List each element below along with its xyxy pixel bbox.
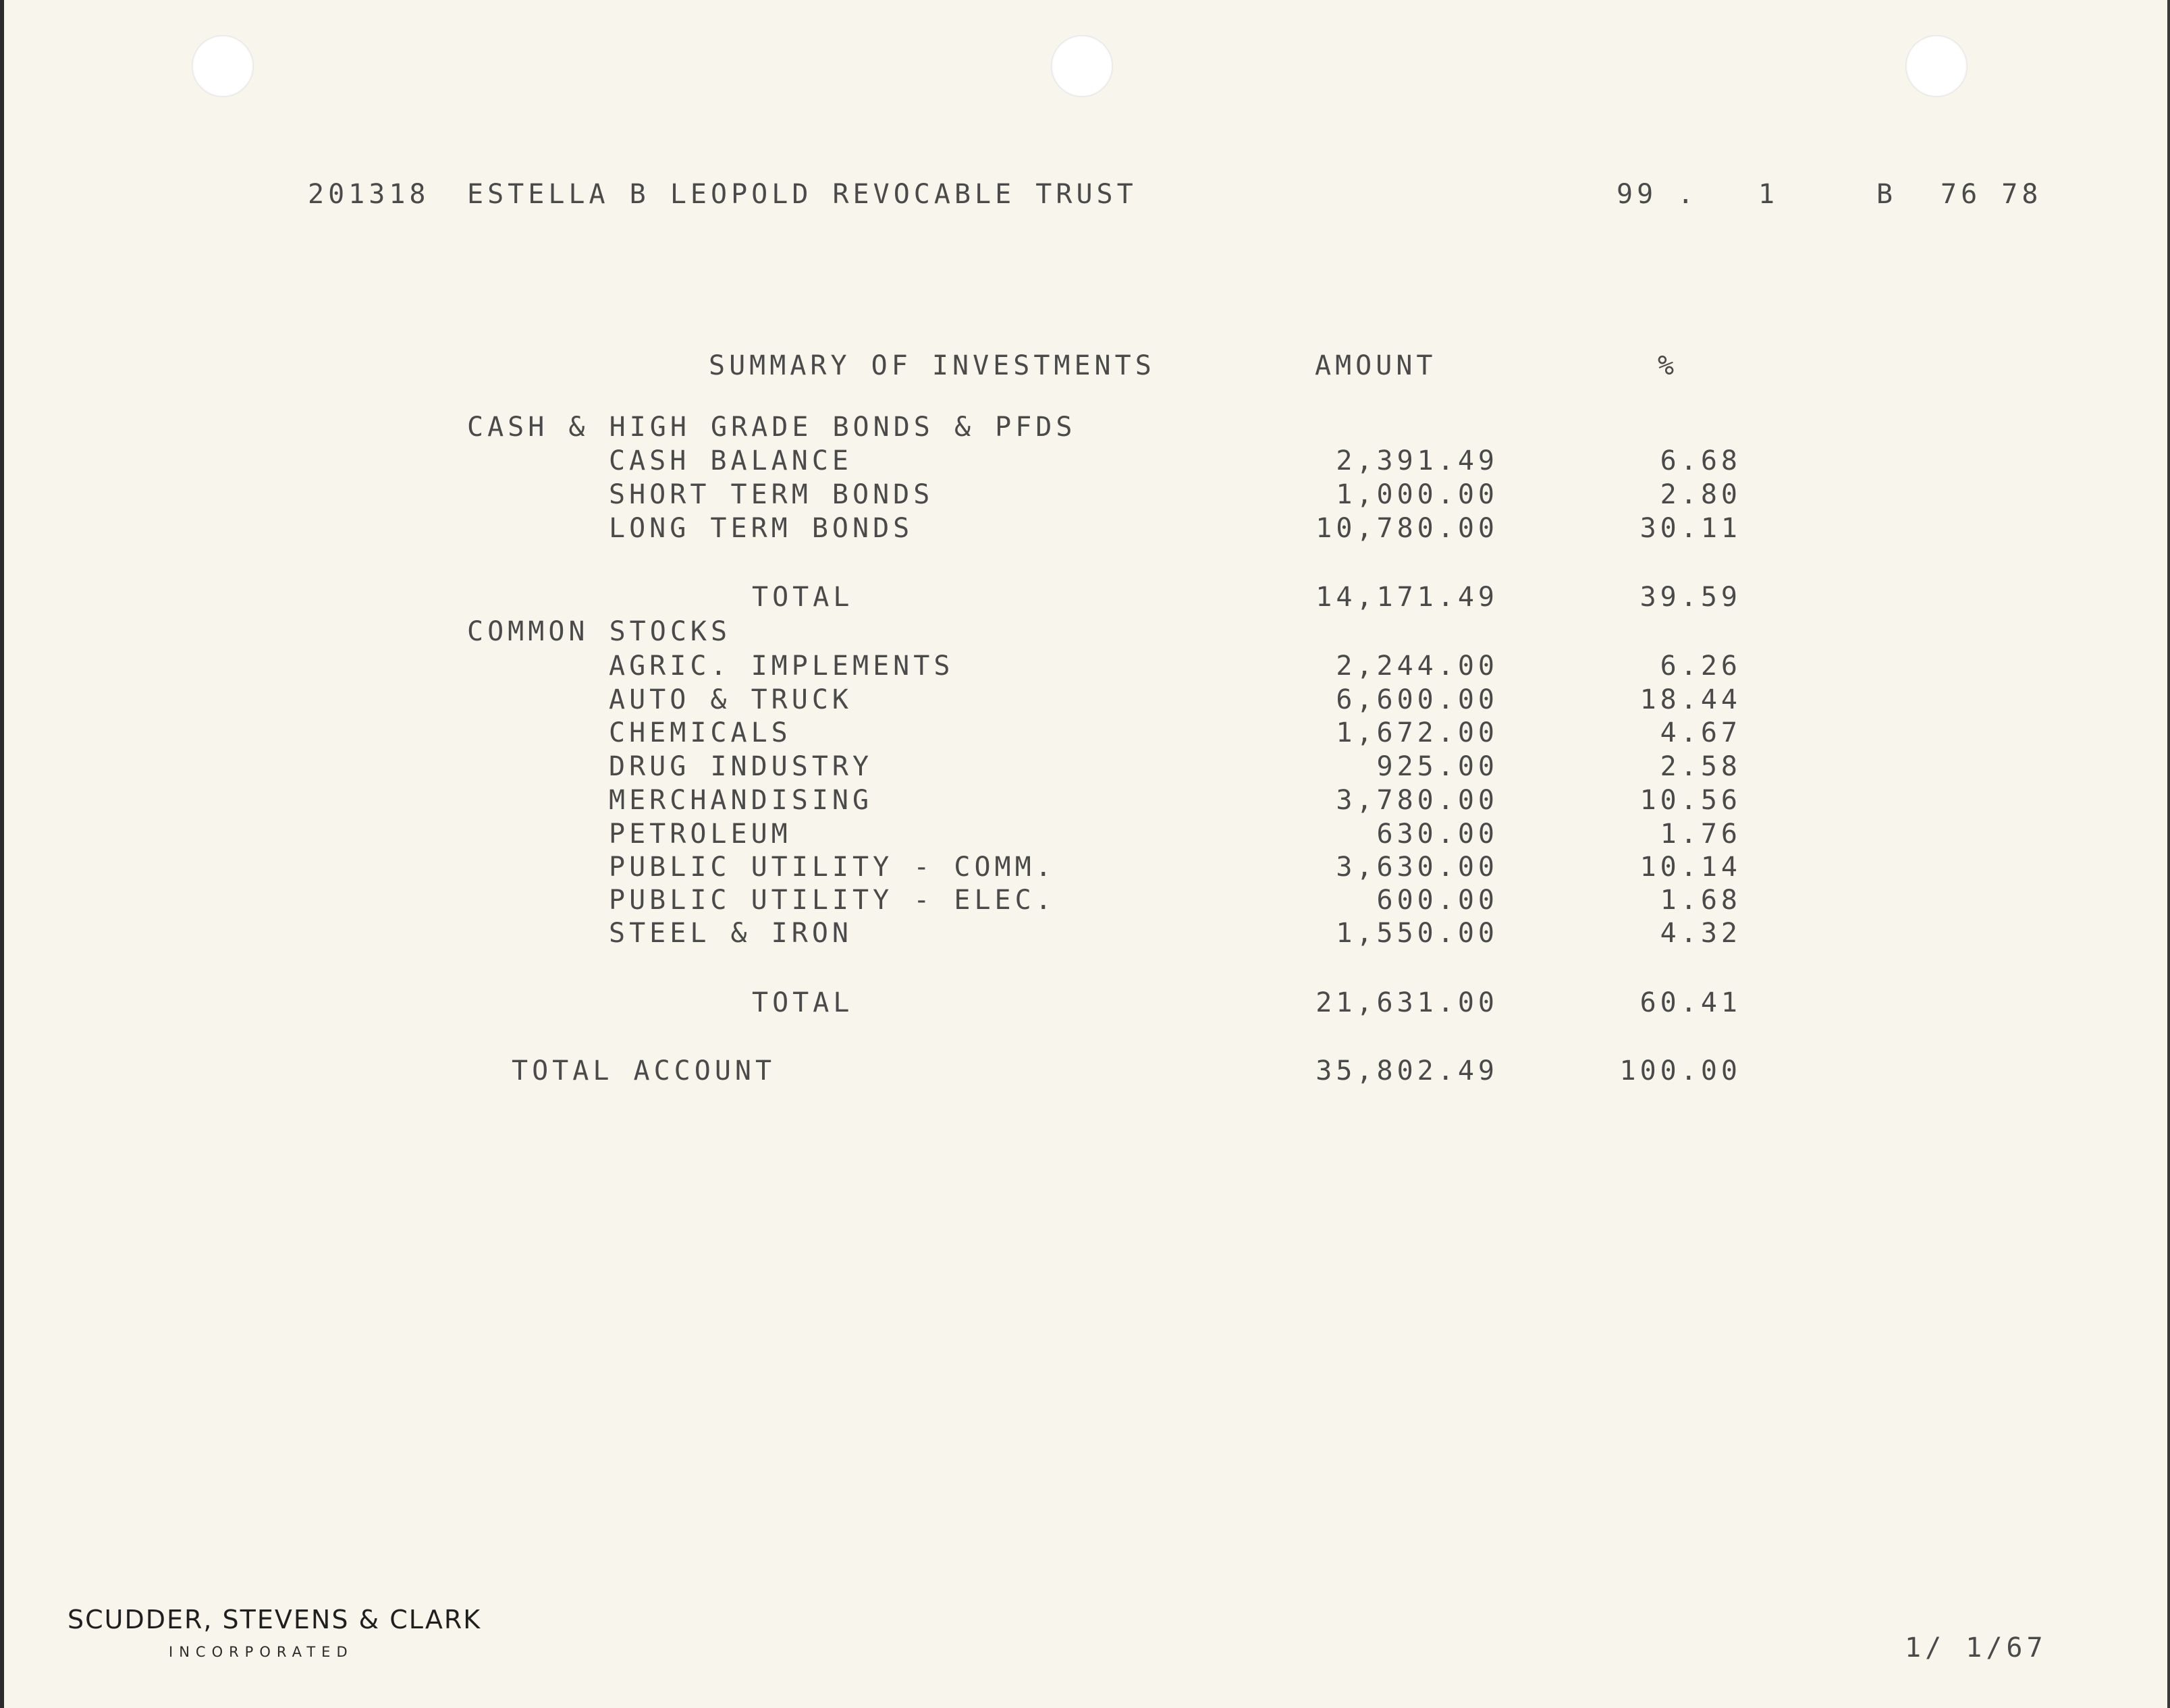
row-percent: 6.68 [1660,445,1741,476]
row-percent: 2.80 [1660,479,1741,510]
punch-hole-right [1905,35,1968,97]
summary-title: SUMMARY OF INVESTMENTS [709,350,1156,381]
total-account-percent: 100.00 [1619,1055,1741,1086]
row-amount: 2,391.49 [1336,445,1498,476]
paper-edge-left [0,0,4,1708]
section-total-label: TOTAL [752,987,854,1018]
row-label: AUTO & TRUCK [609,684,852,715]
row-amount: 3,630.00 [1336,852,1498,883]
header-code-c: B [1876,179,1897,210]
row-amount: 925.00 [1376,751,1498,782]
row-percent: 1.68 [1660,885,1741,916]
row-percent: 18.44 [1639,684,1741,715]
section-total-amount: 21,631.00 [1315,987,1498,1018]
row-amount: 600.00 [1376,885,1498,916]
percent-column-header: % [1658,350,1679,381]
row-label: CASH BALANCE [609,445,852,476]
punch-hole-center [1051,35,1113,97]
punch-hole-left [192,35,254,97]
amount-column-header: AMOUNT [1315,350,1437,381]
header-code-b: 1 [1758,179,1779,210]
row-percent: 4.67 [1660,717,1741,748]
row-percent: 30.11 [1639,513,1741,544]
row-label: STEEL & IRON [609,918,852,949]
row-amount: 1,000.00 [1336,479,1498,510]
total-account-label: TOTAL ACCOUNT [512,1055,776,1086]
account-name: ESTELLA B LEOPOLD REVOCABLE TRUST [467,179,1137,210]
section-total-percent: 39.59 [1639,582,1741,613]
row-amount: 6,600.00 [1336,684,1498,715]
header-code-a: 99 . [1617,179,1698,210]
section-total-label: TOTAL [752,582,854,613]
row-percent: 10.14 [1639,852,1741,883]
section-total-amount: 14,171.49 [1315,582,1498,613]
row-label: MERCHANDISING [609,785,873,816]
firm-name: SCUDDER, STEVENS & CLARK [67,1605,482,1634]
row-amount: 1,672.00 [1336,717,1498,748]
row-percent: 1.76 [1660,819,1741,850]
row-label: AGRIC. IMPLEMENTS [609,651,954,682]
row-label: LONG TERM BONDS [609,513,914,544]
row-amount: 2,244.00 [1336,651,1498,682]
paper-edge-right [2167,0,2170,1708]
row-percent: 2.58 [1660,751,1741,782]
section-heading-common-stocks: COMMON STOCKS [467,616,732,647]
row-percent: 6.26 [1660,651,1741,682]
firm-suffix: INCORPORATED [169,1644,354,1660]
row-label: PETROLEUM [609,819,792,850]
row-label: SHORT TERM BONDS [609,479,934,510]
account-number: 201318 [308,179,430,210]
row-label: DRUG INDUSTRY [609,751,873,782]
row-amount: 1,550.00 [1336,918,1498,949]
header-code-d: 76 78 [1941,179,2042,210]
row-amount: 630.00 [1376,819,1498,850]
statement-date: 1/ 1/67 [1905,1632,2047,1663]
section-total-percent: 60.41 [1639,987,1741,1018]
row-label: PUBLIC UTILITY - COMM. [609,852,1056,883]
row-label: PUBLIC UTILITY - ELEC. [609,885,1056,916]
row-label: CHEMICALS [609,717,792,748]
section-heading-cash-bonds: CASH & HIGH GRADE BONDS & PFDS [467,412,1077,443]
row-percent: 10.56 [1639,785,1741,816]
row-amount: 3,780.00 [1336,785,1498,816]
total-account-amount: 35,802.49 [1315,1055,1498,1086]
row-amount: 10,780.00 [1315,513,1498,544]
row-percent: 4.32 [1660,918,1741,949]
